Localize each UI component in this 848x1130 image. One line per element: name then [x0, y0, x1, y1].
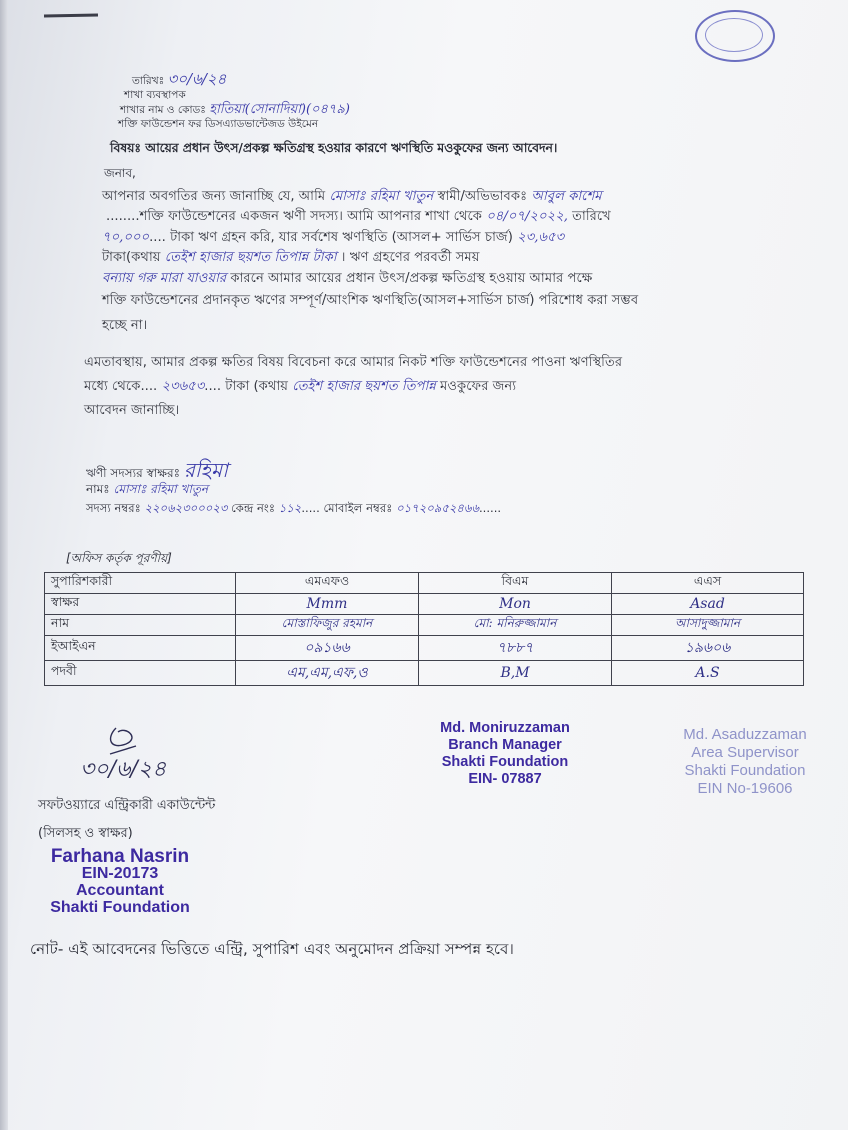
body-line-3: ৭০,০০০.... টাকা ঋণ গ্রহন করি, যার সর্বশেষ ঋণস্থিতি (আসল+ সার্ভিস চার্জ) ২৩,৬৫৩	[102, 230, 565, 245]
round-seal	[695, 10, 775, 62]
table-cell: নাম	[45, 615, 236, 636]
branch-line: শাখার নাম ও কোডঃ হাতিয়া(সোনাদিয়া)(০৪৭৯)	[120, 102, 350, 117]
table-cell: ইআইএন	[45, 636, 236, 661]
accountant-stamp: Farhana Nasrin EIN-20173 Accountant Shakti Foundation	[50, 846, 190, 916]
salutation: জনাব,	[104, 166, 136, 180]
table-cell: ৭৮৮৭	[419, 636, 612, 661]
table-cell: Asad	[612, 594, 804, 615]
table-cell: ১৯৬০৬	[612, 636, 804, 661]
table-cell: ০৯১৬৬	[236, 636, 419, 661]
table-row	[45, 661, 804, 686]
table-cell: আসাদুজ্জামান	[612, 615, 804, 636]
subject: বিষয়ঃ আয়ের প্রধান উৎস/প্রকল্প ক্ষতিগ্রস্থ হওয়ার কারণে ঋণস্থিতি মওকুফের জন্য আবেদন।	[110, 141, 558, 155]
top-mark	[44, 14, 98, 18]
addressee: শাখা ব্যবস্থাপক	[124, 89, 186, 101]
table-row	[45, 594, 804, 615]
table-cell: এম,এম,এফ,ও	[236, 661, 419, 686]
table-cell: A.S	[612, 661, 804, 686]
table-cell: পদবী	[45, 661, 236, 686]
body-line-6: শক্তি ফাউন্ডেশনের প্রদানকৃত ঋণের সম্পূর্ণ/আংশিক ঋণস্থিতি(আসল+সার্ভিস চার্জ) পরিশোধ করা সম্ভব	[102, 293, 639, 308]
body2-line-3: আবেদন জানাচ্ছি।	[84, 403, 180, 418]
org-line: শক্তি ফাউন্ডেশন ফর ডিসএ্যাডভান্টেজড উইমেন	[118, 118, 319, 130]
table-row	[45, 636, 804, 661]
table-cell: Mmm	[236, 594, 419, 615]
table-cell: এএস	[612, 573, 804, 594]
office-table	[44, 572, 804, 686]
table-cell: এমএফও	[236, 573, 419, 594]
bm-stamp: Md. Moniruzzaman Branch Manager Shakti Foundation EIN- 07887	[440, 720, 570, 787]
table-cell: বিএম	[419, 573, 612, 594]
table-cell: স্বাক্ষর	[45, 594, 236, 615]
body-line-7: হচ্ছে না।	[102, 318, 148, 333]
body-line-5: বন্যায় গরু মারা যাওয়ার কারনে আমার আয়ের প্রধান উৎস/প্রকল্প ক্ষতিগ্রস্থ হওয়ায় আমার পক্ষে	[102, 271, 593, 286]
accountant-date: ৩০/৬/২৪	[80, 757, 167, 782]
table-header-row	[45, 573, 804, 594]
as-stamp: Md. Asaduzzaman Area Supervisor Shakti Foundation EIN No-19606	[683, 726, 807, 797]
body-line-1: আপনার অবগতির জন্য জানাচ্ছি যে, আমি মোসাঃ রহিমা খাতুন স্বামী/অভিভাবকঃ আবুল কাশেম	[102, 189, 602, 204]
table-cell: মোস্তাফিজুর রহমান	[236, 615, 419, 636]
accountant-note: (সিলসহ ও স্বাক্ষর)	[38, 826, 133, 841]
paper-edge	[0, 0, 8, 1130]
body2-line-1: এমতাবস্থায়, আমার প্রকল্প ক্ষতির বিষয় বিবেচনা করে আমার নিকট শক্তি ফাউন্ডেশনের পাওনা ঋণস্থিতির	[84, 355, 623, 370]
table-cell: মো: মনিরুজ্জামান	[419, 615, 612, 636]
table-cell: B,M	[419, 661, 612, 686]
table-cell: সুপারিশকারী	[45, 573, 236, 594]
table-row	[45, 615, 804, 636]
table-cell: Mon	[419, 594, 612, 615]
footer-note: নোট- এই আবেদনের ভিত্তিতে এন্ট্রি, সুপারিশ এবং অনুমোদন প্রক্রিয়া সম্পন্ন হবে।	[30, 940, 514, 958]
body-line-4: টাকা(কথায় তেইশ হাজার ছয়শত তিপান্ন টাকা । ঋণ গ্রহণের পরবর্তী সময়	[102, 250, 480, 265]
body2-line-2: মধ্যে থেকে.... ২৩৬৫৩.... টাকা (কথায় তেইশ হাজার ছয়শত তিপান্ন মওকুফের জন্য	[84, 379, 517, 394]
member-name: নামঃ মোসাঃ রহিমা খাতুন	[86, 482, 209, 496]
member-ids: সদস্য নম্বরঃ ২২০৬২৩০০০২৩ কেন্দ্র নংঃ ১১২..... মোবাইল নম্বরঃ ০১৭২০৯৫২৪৬৬......	[86, 501, 502, 515]
body-line-2: ........শক্তি ফাউন্ডেশনের একজন ঋণী সদস্য। আমি আপনার শাখা থেকে ০৪/০৭/২০২২, তারিখে	[106, 209, 611, 224]
date-line: তারিখঃ ৩০/৬/২৪	[132, 70, 227, 88]
member-signature: ঋণী সদস্যর স্বাক্ষরঃ রহিমা	[86, 458, 228, 482]
office-caption: [অফিস কর্তৃক পূরণীয়]	[66, 551, 172, 565]
accountant-title: সফটওয়্যারে এন্ট্রিকারী একাউন্টেন্ট	[38, 798, 216, 813]
